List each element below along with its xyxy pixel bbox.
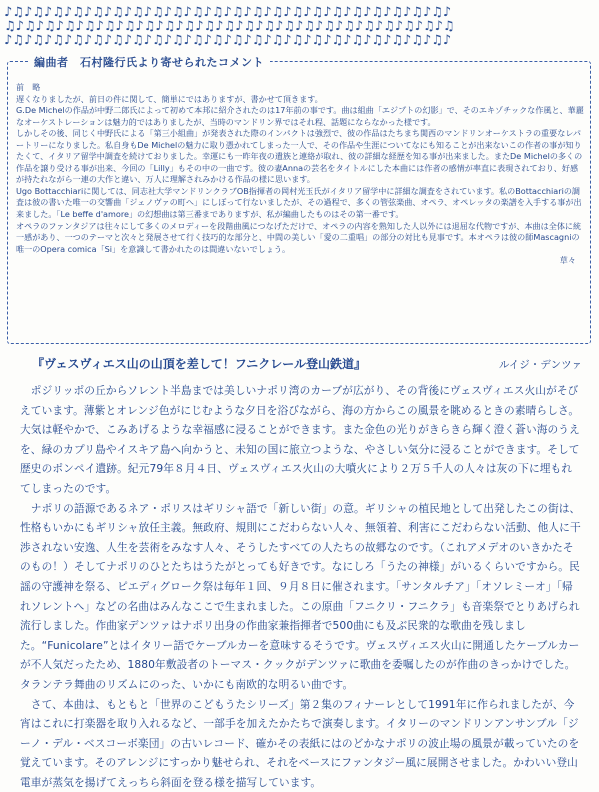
comment-sign: 草々 — [16, 255, 584, 267]
composer-name: ルイジ・デンツァ — [499, 357, 582, 372]
description-paragraph: ナポリの語源であるネア・ポリスはギリシャ語で「新しい街」の意。ギリシャの植民地として出発したこの街は、性格もいかにもギリシャ放任主義。無政府、規則にこだわらない人々、無領着、利害にこだわらない活動、他人に干渉されない安逸、人生を芸術をみなす人々、そうしたすべての人たちの故郷なのです。（これアメデオのいきかたそのもの！）そしてナポリのひとたちはうたがとっても好きです。なにしろ「うたの神様」がいるくらいですから。民謡の守護神を祭る、ピエディグローク祭は毎年１回、９月８日に催されます。「サンタルチア」「オソレミーオ」「帰れソレントへ」などの名曲はみんなここで生まれました。この原曲「フニクリ・フニクラ」も音楽祭でとりあげられ流行しました。作曲家デンツァはナポリ出身の作曲家兼指揮者で500曲にも及ぶ民衆的な歌曲を残しました。“Funicolare”とはイタリー語でケーブルカーを意味するそうです。ヴェスヴィエス火山に開通したケーブルカーが不人気だったため、1880年敷設者のトーマス・クックがデンツァに歌曲を委嘱したのが作曲のきっかけでした。タランテラ舞曲のリズムにのった、いかにも南欧的な明るい曲です。 — [20, 499, 582, 695]
comment-greeting: 前 略 — [16, 82, 584, 94]
comment-paragraph: しかしその後、同じく中野氏による「第三小組曲」が発表された際のインパクトは強烈で、彼の作品はたちまち関西のマンドリンオーケストラの重要なレパートリーになりました。私自身もDe Michelの魅力に取り憑かれてしまった一人で、その作品や生涯についてなにも知ることが出来ないこの作者の事が知りたくて、イタリア留学中調査を続けておりました。幸運にも一昨年夜の遺族と連絡が取れ、彼の詳細な経歴を知る事が出来ました。またDe Michelの多くの作品を譲り受ける事が出来、今回の「Lilly」もその中の一曲です。彼の妻Annaの芸名をタイトルにした本曲には作者の感情が率直に表現されており、好感が持たれながら一連の大作と違い、万人に理解されみかける作品の様に思います。 — [16, 128, 584, 186]
comment-paragraph: Ugo Bottacchiariに関しては、同志社大学マンドリンクラブOB指揮者の岡村光玉氏がイタリア留学中に詳細な調査をされています。私のBottacchiariの調査は彼の書いた唯一の交響曲「ジェノヴァの町へ」にしぼって行ないましたが、その過程で、多くの管弦楽曲、オペラ、オペレッタの楽譜を入手する事が出来ました。「Le beffe d'amore」の幻想曲は第三番までありますが、私が編曲したものはその第一番です。 — [16, 186, 584, 221]
song-title: 『ヴェスヴィエス山の山頂を差して！フニクレール登山鉄道』 — [32, 355, 366, 372]
comment-title: 編曲者 石村隆行氏より寄せられたコメント — [28, 54, 270, 70]
comment-paragraph: G.De Michelの作品が中野二郎氏によって初めて本邦に紹介されたのは17年前の事です。曲は組曲「エジプトの幻影」で、そのエキゾチックな作風と、華麗なオーケストレーションは魅力的ではありましたが、当時のマンドリン界ではそれ程、話題にならなかった様です。 — [16, 105, 584, 128]
song-description — [20, 381, 582, 792]
decorative-border — [0, 0, 599, 50]
description-paragraph: さて、本曲は、もともと「世界のこどもうたシリーズ」第２集のフィナーレとして1991年に作られましたが、今宵はこれに打楽器を取り入れるなど、一部手を加えたかたちで演奏します。イタリーのマンドリンアンサンブル「ジーノ・デル・ベスコーボ楽団」の古いレコード、確かその表紙にはのどかなナポリの波止場の風景が載っていたのを覚えています。そのアレンジにすっかり魅せられ、それをベースにファンタジー風に展開させました。かわいい登山電車が蒸気を揚げてえっちら斜面を登る様を描写しています。 — [20, 695, 582, 792]
comment-paragraph: 遅くなりましたが、前日の件に関して、簡単にではありますが、書かせて頂きます。 — [16, 94, 584, 106]
comment-body — [16, 82, 584, 267]
border-row: ♪♫♪♫♪♫♪♫♪♫♪♫♪♫♪♫♪♫♪♫♪♫♪♫♪♫♪♫♪♫♪♫♪♫♪♫♪♫♪♫♪♫♪♫♪ — [4, 34, 595, 48]
song-header — [10, 355, 590, 375]
description-paragraph: ポジリッポの丘からソレント半島までは美しいナポリ湾のカーブが広がり、その背後にヴェスヴィエス火山がそびえています。薄紫とオレンジ色がにじむような夕日を浴びながら、海の方からこの風景を眺めるときの素晴らしさ。大気は軽やかで、こみあげるような幸福感に浸ることができます。また金色の光りがきらきら輝く澄く蒼い海のうえを、緑のカプリ島やイスキア島へ向かうと、未知の国に旅立つような、やさしい気分に浸ることができます。そして歴史のポンペイ遺跡。紀元79年８月４日、ヴェスヴィエス火山の大噴火により２万５千人の人々は灰の下に埋もれてしまったのです。 — [20, 381, 582, 499]
border-row: ♫♪♫♪♫♪♫♪♫♪♫♪♫♪♫♪♫♪♫♪♫♪♫♪♫♪♫♪♫♪♫♪♫♪♫♪♫♪♫♪♫♪♫♪♫ — [4, 20, 595, 34]
border-row: ♪♫♪♫♪♫♪♫♪♫♪♫♪♫♪♫♪♫♪♫♪♫♪♫♪♫♪♫♪♫♪♫♪♫♪♫♪♫♪♫♪♫♪♫♪ — [4, 6, 595, 20]
arranger-comment-box — [7, 61, 591, 344]
comment-paragraph: オペラのファンタジアは往々にして多くのメロディーを段階曲風につなげただけで、オペラの内容を熟知した人以外には退屈な代物ですが、本曲は全体に統一感があり、一つのテーマと次々と発展させて行く技巧的な部分と、中間の美しい「愛の二重唱」の部分の対比も見事です。本オペラは彼の師Mascagniの唯一のOpera comica「Si」を意識して書かれたのは間違いないでしょう。 — [16, 221, 584, 256]
